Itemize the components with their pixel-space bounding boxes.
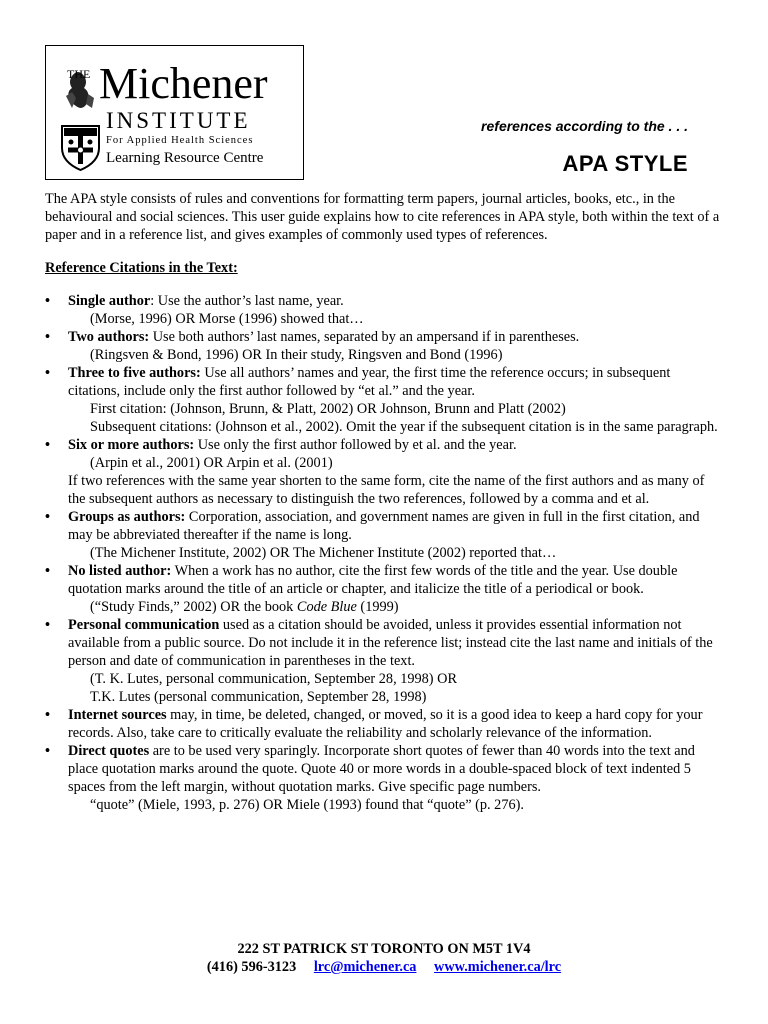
item-term: Direct quotes [68,743,150,759]
item-text: may, in time, be deleted, changed, or moved, so it is a good idea to keep a hard copy for your records. Also, take care to critically evaluate the reliability and scholarly relevance of the information. [68,707,703,741]
example-year: (1999) [356,599,399,615]
header-references: references according to the . . . [481,118,688,134]
item-example: (Ringsven & Bond, 1996) OR In their study, Ringsven and Bond (1996) [90,347,503,363]
logo-institute: INSTITUTE [106,108,251,133]
item-example [68,598,725,616]
bullet-icon: • [45,329,51,345]
example-text: (“Study Finds,” 2002) OR the book [90,599,297,615]
item-example: (T. K. Lutes, personal communication, September 28, 1998) OR [90,671,458,687]
item-example: Subsequent citations: (Johnson et al., 2002). Omit the year if the subsequent citation is in the same paragraph. [90,419,718,435]
bullet-icon: • [45,743,51,759]
item-text: used as a citation should be avoided, unless it provides essential information not available from a public source. Do not include it in the reference list; instead cite the last name and initials of the person and date of communication in parentheses in the text. [68,617,713,669]
footer [0,940,768,976]
header-title: APA STYLE [562,151,688,176]
item-term: Two authors: [68,329,150,345]
book-title: Code Blue [296,599,357,615]
list-item [45,364,725,436]
item-example: First citation: (Johnson, Brunn, & Platt, 2002) OR Johnson, Brunn and Platt (2002) [90,401,566,417]
citation-list [45,292,725,814]
item-term: Personal communication [68,617,220,633]
list-item [45,292,725,328]
item-example: “quote” (Miele, 1993, p. 276) OR Miele (1993) found that “quote” (p. 276). [90,797,524,813]
footer-contact [0,958,768,976]
section-heading: Reference Citations in the Text: [45,260,238,276]
item-term: Three to five authors: [68,365,201,381]
logo-the: THE [67,67,91,81]
item-example: (Morse, 1996) OR Morse (1996) showed that… [90,311,364,327]
logo-name: Michener [99,59,268,108]
bullet-icon: • [45,293,51,309]
list-item [45,436,725,508]
list-item [45,742,725,814]
item-text: : Use the author’s last name, year. [150,293,344,309]
bullet-icon: • [45,707,51,723]
list-item [45,508,725,562]
item-term: Internet sources [68,707,167,723]
footer-phone: (416) 596-3123 [206,959,297,975]
item-term: No listed author: [68,563,172,579]
list-item [45,562,725,616]
item-text: Corporation, association, and government names are given in full in the first citation, and may be abbreviated thereafter if the name is long. [68,509,700,543]
item-text: are to be used very sparingly. Incorporate short quotes of fewer than 40 words into the text and place quotation marks around the quote. Quote 40 or more words in a double-spaced block of text indented 5 spaces from the left margin, without quotation marks. Give specific page numbers. [68,743,695,795]
bullet-icon: • [45,365,51,381]
website-link[interactable]: www.michener.ca/lrc [434,959,562,975]
intro-paragraph: The APA style consists of rules and conventions for formatting term papers, journal articles, books, etc., in the behavioural and social sciences. This user guide explains how to cite references in APA style, both within the text of a paper and in a reference list, and gives examples of commonly used types of references. [45,191,720,243]
item-example: (The Michener Institute, 2002) OR The Michener Institute (2002) reported that… [90,545,557,561]
item-term: Single author [68,293,151,309]
footer-address: 222 ST PATRICK ST TORONTO ON M5T 1V4 [237,941,531,957]
item-text: When a work has no author, cite the first few words of the title and the year. Use double quotation marks around the title of an article or chapter, and italicize the title of a periodical or book. [68,563,678,597]
bullet-icon: • [45,509,51,525]
bullet-icon: • [45,563,51,579]
bullet-icon: • [45,617,51,633]
item-text: Use both authors’ last names, separated by an ampersand if in parentheses. [149,329,580,345]
bullet-icon: • [45,437,51,453]
item-text: Use only the first author followed by et al. and the year. [194,437,517,453]
logo-centre: Learning Resource Centre [106,150,264,166]
list-item [45,706,725,742]
email-link[interactable]: lrc@michener.ca [313,959,417,975]
institute-logo [45,45,304,180]
item-term: Groups as authors: [68,509,186,525]
item-example: T.K. Lutes (personal communication, September 28, 1998) [90,689,427,705]
item-text: Use all authors’ names and year, the first time the reference occurs; in subsequent citations, include only the first author followed by “et al.” and the year. [68,365,671,399]
item-term: Six or more authors: [68,437,195,453]
list-item [45,328,725,364]
item-note: If two references with the same year shorten to the same form, cite the name of the first authors and as many of the subsequent authors as necessary to distinguish the two references, followed by a comma and et al. [68,473,705,507]
item-example: (Arpin et al., 2001) OR Arpin et al. (2001) [90,455,333,471]
list-item [45,616,725,706]
logo-subtitle: For Applied Health Sciences [106,135,254,146]
